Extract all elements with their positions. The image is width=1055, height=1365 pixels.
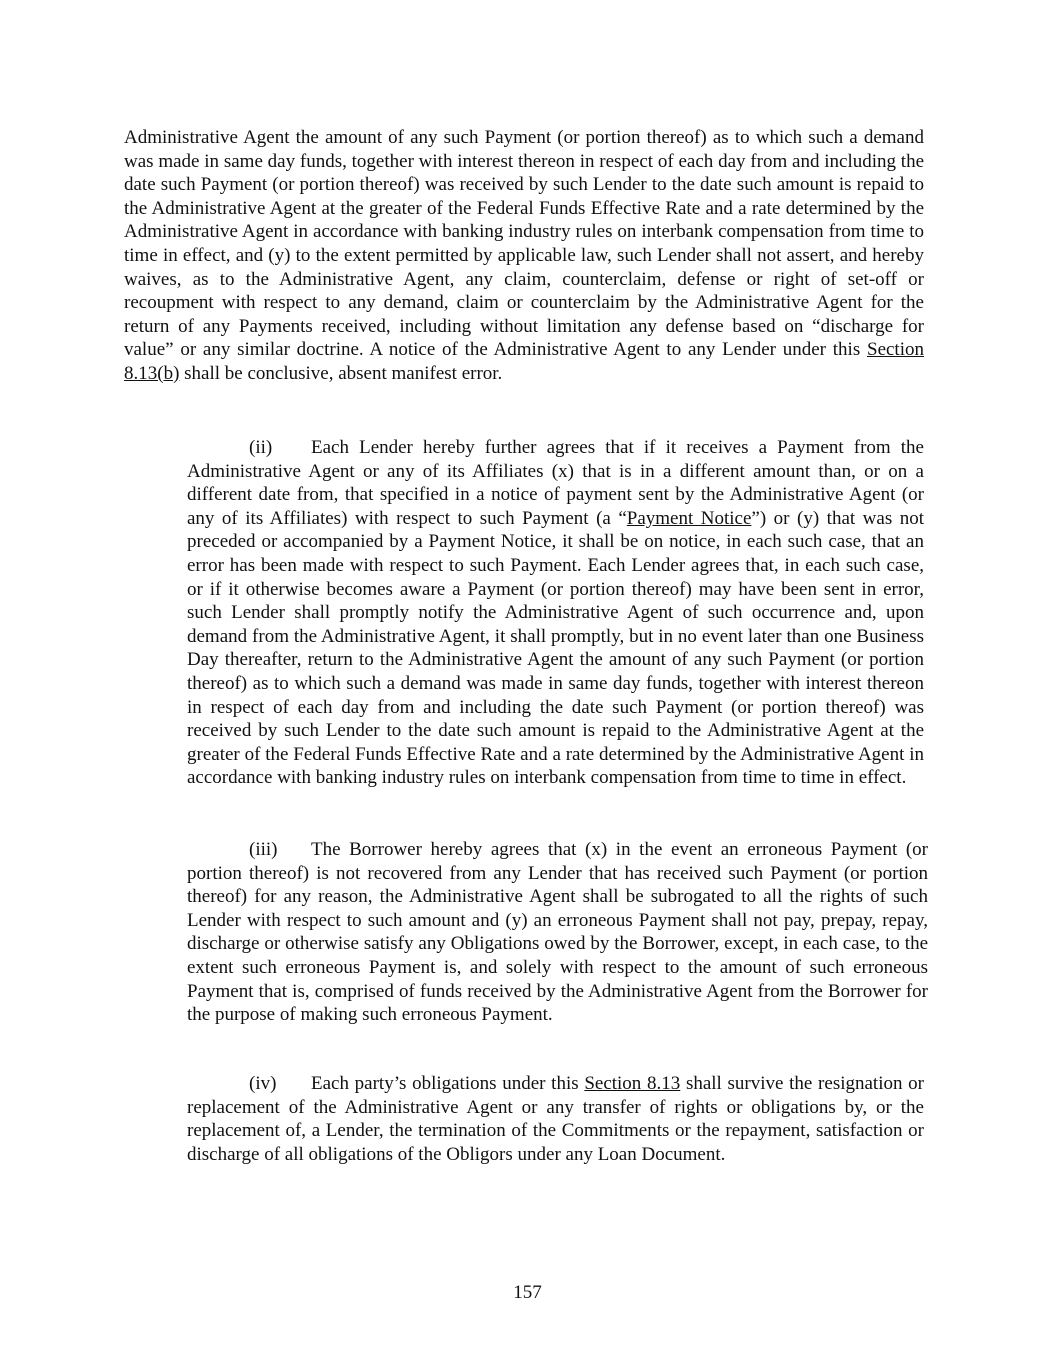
intro-text-end: shall be conclusive, absent manifest error. [179,362,503,384]
paragraph-text: The Borrower hereby agrees that (x) in the event an erroneous Payment (or portion thereof) is not recovered from any Lender that has received such Payment (or portion thereof) for any reason, the Administrative Agent shall be subrogated to all the rights of such Lender with respect to such amount and (y) an erroneous Payment shall not pay, prepay, repay, discharge or otherwise satisfy any Obligations owed by the Borrower, except, in each case, to the extent such erroneous Payment is, and solely with respect to the amount of such erroneous Payment that is, comprised of funds received by the Administrative Agent from the Borrower for the purpose of making such erroneous Payment. [187,839,928,1026]
page-number: 157 [513,1282,542,1303]
section-reference-8-13: Section 8.13 [584,1073,681,1094]
paragraph-text: Each Lender hereby further agrees that if it receives a Payment from the Administrative Agent or any of its Affiliates (x) that is in a different amount than, or on a different date from, that specified in a notice of payment sent by the Administrative Agent (or any of its Affiliates) with respect to such Payment (a “ [187,437,924,529]
defined-term-payment-notice: Payment Notice [626,507,752,529]
intro-paragraph [124,126,924,386]
paragraph-text-end: ”) or (y) that was not preceded or accompanied by a Payment Notice, it shall be on notice, in each such case, that an error has been made with respect to such Payment. Each Lender agrees that, in each such case, or if it otherwise becomes aware a Payment (or portion thereof) may have been sent in error, such Lender shall promptly notify the Administrative Agent of such occurrence and, upon demand from the Administrative Agent, it shall promptly, but in no event later than one Business Day thereafter, return to the Administrative Agent the amount of any such Payment (or portion thereof) as to which such a demand was made in same day funds, together with interest thereon in respect of each day from and including the date such Payment (or portion thereof) was received by such Lender to the date such amount is repaid to the Administrative Agent at the greater of the Federal Funds Effective Rate and a rate determined by the Administrative Agent in accordance with banking industry rules on interbank compensation from time to time in effect. [187,507,924,789]
section-reference-8-13-b: Section 8.13(b) [124,339,924,384]
paragraph-iv [187,1072,924,1166]
paragraph-number: (iii) [249,839,278,860]
paragraph-text: Each party’s obligations under this [311,1073,585,1094]
paragraph-number: (iv) [249,1073,277,1094]
intro-text: Administrative Agent the amount of any such Payment (or portion thereof) as to which such a demand was made in same day funds, together with interest thereon in respect of each day from and including the date such Payment (or portion thereof) was received by such Lender to the date such amount is repaid to the Administrative Agent at the greater of the Federal Funds Effective Rate and a rate determined by the Administrative Agent in accordance with banking industry rules on interbank compensation from time to time in effect, and (y) to the extent permitted by applicable law, such Lender shall not assert, and hereby waives, as to the Administrative Agent, any claim, counterclaim, defense or right of set-off or recoupment with respect to any demand, claim or counterclaim by the Administrative Agent for the return of any Payments received, including without limitation any defense based on “discharge for value” or any similar doctrine. A notice of the Administrative Agent to any Lender under this [124,127,924,361]
paragraph-iii [187,838,928,1027]
paragraph-number: (ii) [249,437,273,458]
paragraph-text-end: shall survive the resignation or replacement of the Administrative Agent or any transfer of rights or obligations by, or the replacement of, a Lender, the termination of the Commitments or the repayment, satisfaction or discharge of all obligations of the Obligors under any Loan Document. [187,1073,924,1165]
paragraph-ii [187,436,924,790]
